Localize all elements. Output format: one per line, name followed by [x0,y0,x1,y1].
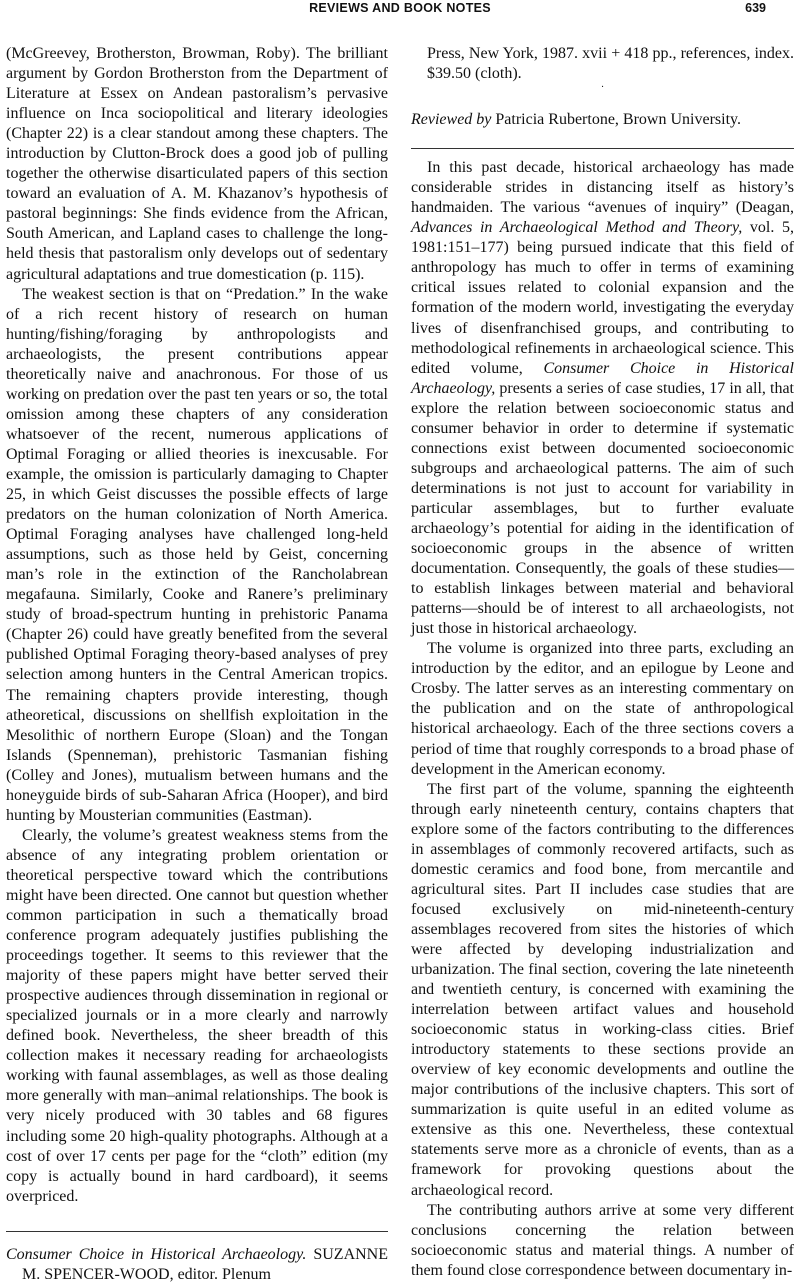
left-paragraph-1: (McGreevey, Brotherston, Browman, Roby). The brilliant argument by Gordon Brotherston from the Department of Literature at Essex on Andean pastoralism’s pervasive influence on Inca sociopolitical and literary ideologies (Chapter 22) is a clear standout among these chapters. The introduction by Clutton-Brock does a good job of pulling together the otherwise disarticulated papers of this section toward an evaluation of A. M. Khazanov’s hypothesis of pastoral beginnings: She finds evidence from the African, South American, and Lapland cases to challenge the long-held thesis that pastoralism only develops out of sedentary agricultural adaptations and true domestication (p. 115). [6,45,388,283]
text-span: vol. 5, 1981:151–177) being pursued indicate that this field of anthropology has much to offer in terms of examining critical issues related to colonial expansion and the formation of the modern world, investigating the everyday lives of disenfranchised groups, and contributing to methodological refinements in archaeological science. This edited volume, [411,219,794,377]
reviewer-divider [411,148,794,149]
right-paragraph-2: The volume is organized into three parts, excluding an introduction by the editor, and an epilogue by Leone and Crosby. The latter serves as an interesting commentary on the publication and on the state of anthropological historical archaeology. Each of the three sections covers a period of time that roughly corresponds to a broad phase of development in the American economy. [411,640,794,778]
review-divider [6,1231,388,1232]
book-title: Consumer Choice in Historical Archaeology. [6,1245,307,1263]
reviewed-title: Consumer Choice in Historical Archaeology, [411,359,795,397]
cited-title: Advances in Archaeological Method and Theory, [411,219,743,237]
stray-dot: · [600,82,605,94]
left-paragraph-2: The weakest section is that on “Predation.” In the wake of a rich recent history of research on human hunting/fishing/foraging by anthropologists and archaeologists, the present contributions appear theoretically naive and anachronous. For those of us working on predation over the past ten years or so, the total omission among these chapters of any consideration whatsoever of the recent, numerous applications of Optimal Foraging or allied theories is inexcusable. For example, the omission is particularly damaging to Chapter 25, in which Geist discusses the possible effects of large predators on the human colonization of North America. Optimal Foraging analyses have challenged long-held assumptions, such as those held by Geist, concerning man’s role in the extinction of the Rancholabrean megafauna. Similarly, Cooke and Ranere’s preliminary study of broad-spectrum hunting in prehistoric Panama (Chapter 26) could have greatly benefited from the several published Optimal Foraging theory-based analyses of prey selection among hunters in the Central American tropics. The remaining chapters provide interesting, though atheoretical, discussions on shellfish exploitation in the Mesolithic of northern Europe (Sloan) and the Tongan Islands (Spenneman), prehistoric Tasmanian fishing (Colley and Jones), mutualism between humans and the honeyguide birds of sub-Saharan Africa (Hooper), and bird hunting by Mousterian communities (Eastman). [6,285,388,824]
text-span: presents a series of case studies, 17 in all, that explore the relation between socioeconomic status and consumer behavior in order to determine if systematic connections exist between documented socioeconomic subgroups and archaeological patterns. The aim of such determinations is not just to account for variability in particular assemblages, but to further evaluate archaeology’s potential for aiding in the identification of socioeconomic groups in the absence of written documentation. Consequently, the goals of these studies—to establish linkages between material and behavioral patterns—should be of interest to all archaeologists, not just those in historical archaeology. [411,379,794,638]
right-paragraph-3: The first part of the volume, spanning the eighteenth through early nineteenth century, contains chapters that explore some of the factors contributing to the differences in assemblages of commonly recovered artifacts, such as domestic ceramics and food bone, from mercantile and agricultural sites. Part II includes case studies that are focused exclusively on mid-nineteenth-century assemblages recovered from sites the histories of which were affected by developing industrialization and urbanization. The final section, covering the late nineteenth and twentieth century, is concerned with examining the interrelation between artifact values and household socioeconomic status in working-class cities. Brief introductory statements to these sections provide an overview of key economic developments and outline the major contributions of the inclusive chapters. This sort of summarization is quite useful in an edited volume as extensive as this one. Nevertheless, these contextual statements serve more as a chronicle of events, than as a framework for provoking questions about the archaeological record. [411,780,794,1199]
text-span: In this past decade, historical archaeology has made considerable strides in distancing itself as history’s handmaiden. The various “avenues of inquiry” (Deagan, [411,159,794,217]
left-paragraph-3: Clearly, the volume’s greatest weakness stems from the absence of any integrating problem orientation or theoretical perspective toward which the contributions might have been directed. One cannot but question whether common participation in such a thematically broad conference program adequately justifies publishing the proceedings together. It seems to this reviewer that the majority of these papers might have better served their prospective audiences through dissemination in regional or specialized journals or in a more clearly and narrowly defined book. Nevertheless, the sheer breadth of this collection makes it necessary reading for archaeologists working with faunal assemblages, as well as those dealing more generally with man–animal relationships. The book is very nicely produced with 30 tables and 68 figures including some 20 high-quality photographs. Although at a cost of over 17 cents per page for the “cloth” edition (my copy is actually bound in hard cardboard), it seems overpriced. [6,826,388,1205]
reviewed-by-label: Reviewed by [411,111,492,129]
right-paragraph-1 [411,158,794,639]
page-header [0,0,800,20]
bibliographic-entry [6,1245,388,1285]
running-head: REVIEWS AND BOOK NOTES [309,1,491,15]
bibliographic-entry-continued: Press, New York, 1987. xvii + 418 pp., references, index. $39.50 (cloth). [427,45,794,83]
book-editor-publisher: SUZANNE M. SPENCER-WOOD, editor. Plenum [22,1245,389,1283]
right-column [411,44,794,1281]
page-number: 639 [745,1,766,15]
reviewer-line [411,110,794,130]
left-column [6,44,388,1285]
right-paragraph-4: The contributing authors arrive at some very different conclusions concerning the relation between socioeconomic status and material things. A number of them found close correspondence between documentary in- [411,1201,794,1279]
reviewer-name: Patricia Rubertone, Brown University. [491,111,741,129]
